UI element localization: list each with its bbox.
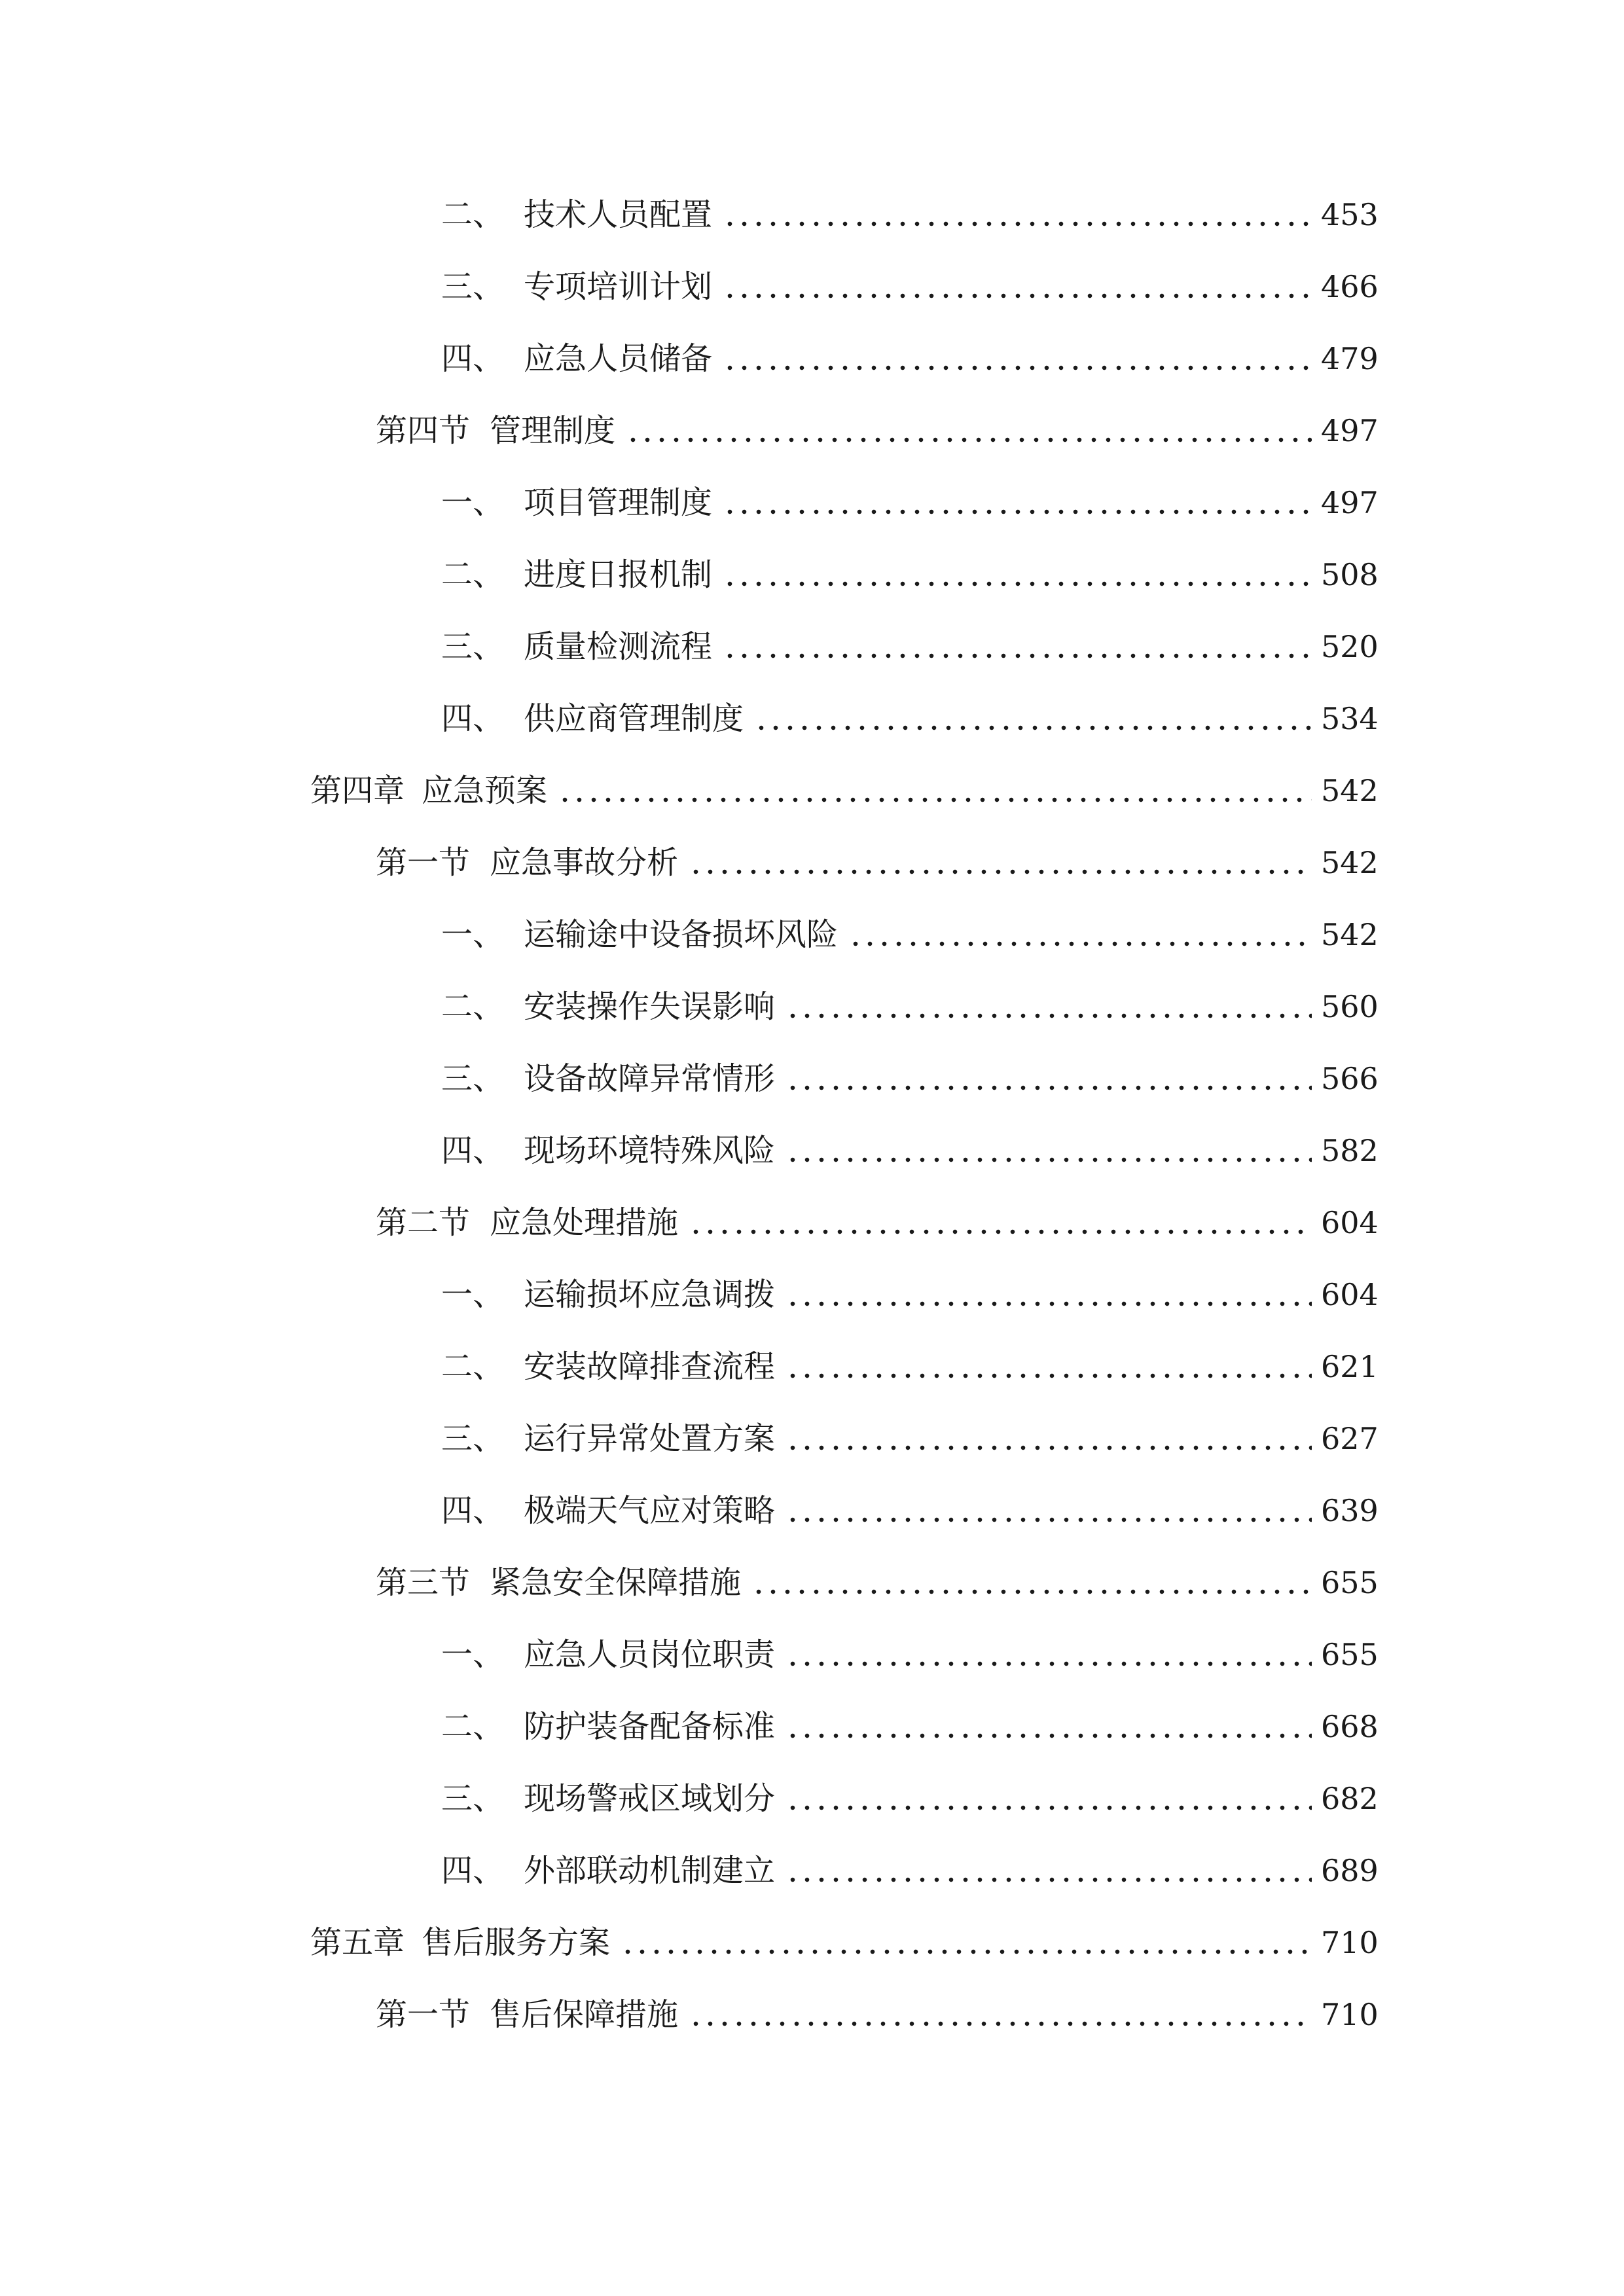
toc-dot-leader [723,507,1312,517]
toc-entry-title: 现场警戒区域划分 [524,1780,776,1817]
toc-entry[interactable] [0,251,1624,323]
toc-entry-title: 管理制度 [490,412,616,449]
toc-entry-page-number: 542 [1321,845,1379,880]
toc-entry-title: 设备故障异常情形 [524,1060,776,1097]
toc-entry[interactable] [0,395,1624,467]
toc-dot-leader [785,1731,1312,1741]
toc-entry-number: 二、 [441,196,505,233]
toc-entry[interactable] [0,323,1624,395]
toc-entry-number: 四、 [441,1492,505,1529]
toc-entry[interactable] [0,1043,1624,1115]
toc-dot-leader [848,939,1312,949]
toc-entry-page-number: 508 [1321,557,1379,592]
toc-entry-number: 一、 [441,1636,505,1673]
toc-entry[interactable] [0,539,1624,611]
toc-entry-page-number: 497 [1321,413,1379,448]
toc-entry-page-number: 542 [1321,917,1379,952]
toc-dot-leader [785,1659,1312,1669]
toc-entry-page-number: 655 [1321,1637,1379,1672]
toc-entry[interactable] [0,899,1624,971]
toc-entry-number: 三、 [441,628,505,665]
toc-dot-leader [558,795,1312,805]
toc-entry-number: 第四节 [376,412,471,449]
toc-entry-number: 第三节 [376,1564,471,1601]
toc-entry-page-number: 453 [1321,197,1379,232]
toc-entry-title: 应急人员储备 [524,340,713,377]
toc-entry-number: 四、 [441,700,505,737]
toc-entry-page-number: 542 [1321,773,1379,808]
toc-dot-leader [626,435,1312,445]
toc-entry-number: 二、 [441,556,505,593]
toc-entry-title: 运输途中设备损坏风险 [524,916,839,953]
toc-entry[interactable] [0,611,1624,683]
toc-entry[interactable] [0,1691,1624,1763]
toc-entry-page-number: 668 [1321,1709,1379,1744]
toc-entry-page-number: 566 [1321,1061,1379,1096]
toc-entry[interactable] [0,467,1624,539]
toc-entry-number: 一、 [441,916,505,953]
toc-entry-number: 四、 [441,1132,505,1169]
toc-entry-title: 售后保障措施 [490,1996,679,2033]
toc-entry-number: 第一节 [376,1996,471,2033]
toc-dot-leader [785,1803,1312,1813]
toc-dot-leader [785,1874,1312,1885]
toc-dot-leader [785,1515,1312,1525]
toc-entry-number: 第一节 [376,844,471,881]
toc-entry-title: 运输损坏应急调拨 [524,1276,776,1313]
toc-entry-page-number: 582 [1321,1133,1379,1168]
toc-entry-number: 三、 [441,268,505,305]
toc-entry-number: 二、 [441,1348,505,1385]
toc-entry-number: 三、 [441,1780,505,1817]
toc-entry-title: 应急人员岗位职责 [524,1636,776,1673]
toc-dot-leader [785,1443,1312,1453]
toc-entry-page-number: 689 [1321,1853,1379,1888]
toc-entry-page-number: 710 [1321,1997,1379,2032]
toc-entry-page-number: 520 [1321,629,1379,664]
toc-entry[interactable] [0,1835,1624,1907]
toc-entry[interactable] [0,1403,1624,1475]
toc-entry-title: 安装操作失误影响 [524,988,776,1025]
toc-dot-leader [723,579,1312,589]
toc-entry-title: 技术人员配置 [524,196,713,233]
toc-entry[interactable] [0,971,1624,1043]
toc-entry-page-number: 479 [1321,341,1379,376]
toc-entry-title: 紧急安全保障措施 [490,1564,742,1601]
toc-dot-leader [723,219,1312,229]
toc-entry-number: 一、 [441,1276,505,1313]
toc-entry-page-number: 604 [1321,1205,1379,1240]
table-of-contents [0,179,1624,2051]
toc-entry[interactable] [0,683,1624,755]
toc-entry-page-number: 639 [1321,1493,1379,1528]
toc-entry-title: 安装故障排查流程 [524,1348,776,1385]
toc-dot-leader [754,723,1312,733]
toc-entry-number: 三、 [441,1420,505,1457]
toc-entry-title: 专项培训计划 [524,268,713,305]
toc-dot-leader [621,1946,1312,1957]
toc-entry-number: 三、 [441,1060,505,1097]
toc-entry-title: 极端天气应对策略 [524,1492,776,1529]
toc-dot-leader [751,1587,1312,1597]
toc-entry-title: 进度日报机制 [524,556,713,593]
toc-dot-leader [723,651,1312,661]
toc-entry[interactable] [0,1619,1624,1691]
toc-entry-page-number: 466 [1321,269,1379,304]
toc-entry-page-number: 627 [1321,1421,1379,1456]
toc-dot-leader [689,2018,1312,2029]
toc-entry-number: 四、 [441,340,505,377]
toc-entry-page-number: 604 [1321,1277,1379,1312]
toc-dot-leader [723,363,1312,373]
toc-entry-number: 二、 [441,1708,505,1745]
toc-entry[interactable] [0,179,1624,251]
toc-dot-leader [785,1011,1312,1021]
toc-entry[interactable] [0,1259,1624,1331]
toc-entry-number: 四、 [441,1852,505,1889]
toc-entry[interactable] [0,1475,1624,1547]
toc-dot-leader [785,1371,1312,1381]
toc-entry[interactable] [0,1115,1624,1187]
toc-entry-title: 售后服务方案 [422,1924,611,1961]
toc-entry-number: 一、 [441,484,505,521]
toc-entry-title: 项目管理制度 [524,484,713,521]
toc-dot-leader [785,1083,1312,1093]
toc-entry-page-number: 534 [1321,701,1379,736]
toc-entry-title: 外部联动机制建立 [524,1852,776,1889]
toc-dot-leader [785,1155,1312,1165]
toc-entry-title: 供应商管理制度 [524,700,744,737]
toc-entry-page-number: 655 [1321,1565,1379,1600]
toc-entry-page-number: 621 [1321,1349,1379,1384]
toc-entry[interactable] [0,1979,1624,2051]
toc-entry-title: 应急处理措施 [490,1204,679,1241]
toc-entry-number: 二、 [441,988,505,1025]
toc-entry[interactable] [0,1331,1624,1403]
toc-entry[interactable] [0,1547,1624,1619]
toc-dot-leader [689,1227,1312,1237]
toc-entry[interactable] [0,1763,1624,1835]
toc-entry[interactable] [0,827,1624,899]
toc-entry-number: 第五章 [310,1924,405,1961]
toc-entry-title: 现场环境特殊风险 [524,1132,776,1169]
toc-dot-leader [723,291,1312,301]
toc-entry-title: 质量检测流程 [524,628,713,665]
toc-dot-leader [785,1299,1312,1309]
toc-entry-title: 应急预案 [422,772,548,809]
toc-entry-number: 第四章 [310,772,405,809]
toc-entry-page-number: 497 [1321,485,1379,520]
toc-entry-title: 防护装备配备标准 [524,1708,776,1745]
toc-entry[interactable] [0,1187,1624,1259]
toc-entry-page-number: 682 [1321,1781,1379,1816]
toc-entry[interactable] [0,1907,1624,1979]
toc-entry-title: 运行异常处置方案 [524,1420,776,1457]
toc-entry-number: 第二节 [376,1204,471,1241]
toc-entry-title: 应急事故分析 [490,844,679,881]
toc-entry-page-number: 710 [1321,1925,1379,1960]
toc-entry[interactable] [0,755,1624,827]
toc-dot-leader [689,867,1312,877]
toc-entry-page-number: 560 [1321,989,1379,1024]
